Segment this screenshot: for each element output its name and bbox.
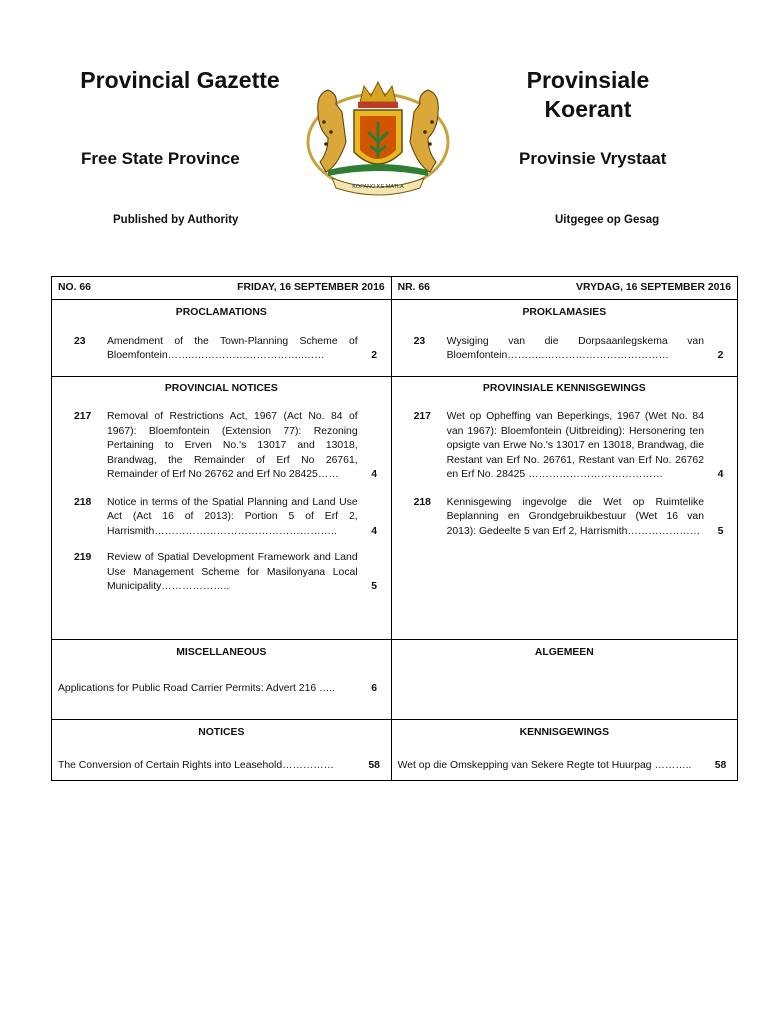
entry-page: 58 xyxy=(368,760,380,771)
toc-entry[interactable] xyxy=(52,759,391,774)
entry-title: Amendment of the Town-Planning Scheme of Bloemfontein……..…………………………..…… xyxy=(107,335,358,361)
toc-entry[interactable] xyxy=(52,551,391,595)
coat-of-arms-emblem xyxy=(298,72,458,200)
entry-number: 219 xyxy=(74,552,92,563)
svg-text:KOPANO KE MATLA: KOPANO KE MATLA xyxy=(352,184,404,190)
entry-number: 23 xyxy=(413,335,426,347)
section-heading: ALGEMEEN xyxy=(534,646,594,658)
entry-title: Kennisgewing ingevolge die Wet op Ruimtelike Beplanning en Grondgebruikbestuur (Wet 16 van 2013): Gedeelte 5 van Erf 2, Harrismith………………… xyxy=(446,496,704,537)
entry-number: 23 xyxy=(74,335,86,347)
entry-number: 217 xyxy=(413,411,431,422)
toc-entry[interactable] xyxy=(392,335,737,364)
authority-afrikaans: Uitgegee op Gesag xyxy=(555,214,660,226)
toc-entry[interactable] xyxy=(52,496,391,540)
entry-page: 5 xyxy=(717,525,724,537)
authority-english: Published by Authority xyxy=(113,214,239,226)
section-heading: PROVINCIAL NOTICES xyxy=(164,382,278,394)
toc-entry[interactable] xyxy=(392,496,737,540)
section-heading: PROKLAMASIES xyxy=(522,307,607,318)
entry-page: 6 xyxy=(371,683,378,694)
title-afrikaans: Provinsiale Koerant xyxy=(526,67,650,122)
issue-number-afrikaans: NR. 66 xyxy=(397,281,430,293)
entry-page: 2 xyxy=(371,350,378,361)
province-english: Free State Province xyxy=(81,149,240,168)
toc-entry[interactable] xyxy=(52,335,391,364)
section-heading: PROCLAMATIONS xyxy=(175,307,267,318)
entry-page: 4 xyxy=(371,469,378,480)
entry-title: Wysiging van die Dorpsaanlegskema van Bloemfontein………..……………………………… xyxy=(446,335,704,361)
section-heading: NOTICES xyxy=(198,726,245,738)
entry-number: 218 xyxy=(74,496,92,508)
province-afrikaans: Provinsie Vrystaat xyxy=(519,149,667,168)
entry-title: Wet op Opheffing van Beperkings, 1967 (Wet No. 84 van 1967): Bloemfontein (Uitbreiding): Hersonering ten opsigte van Erwe No.'s 13017 en 13018, Brandwag, die Restant van Erf No. 26761, Restant van Erf No. 26762 en Erf No. 28425 ………………………………… xyxy=(446,411,704,480)
title-english: Provincial Gazette xyxy=(80,67,280,93)
issue-date-afrikaans: VRYDAG, 16 SEPTEMBER 2016 xyxy=(576,281,731,293)
entry-page: 5 xyxy=(371,581,378,592)
entry-title: Wet op die Omskepping van Sekere Regte tot Huurpag ……….. xyxy=(397,760,692,771)
entry-title: Review of Spatial Development Framework and Land Use Management Scheme for Masilonyana Local Municipality……………….. xyxy=(107,552,358,592)
toc-entry[interactable] xyxy=(392,410,737,483)
section-heading: KENNISGEWINGS xyxy=(519,726,610,738)
toc-entry[interactable] xyxy=(392,759,737,774)
entry-page: 2 xyxy=(717,350,724,361)
entry-number: 217 xyxy=(74,411,92,422)
entry-number: 218 xyxy=(413,496,431,508)
entry-title: Notice in terms of the Spatial Planning and Land Use Act (Act 16 of 2013): Portion 5 of Erf 2, Harrismith…………………………………………….. xyxy=(107,496,358,537)
entry-page: 58 xyxy=(714,760,727,771)
entry-page: 4 xyxy=(717,469,724,480)
table-of-contents xyxy=(51,276,738,781)
entry-title: Removal of Restrictions Act, 1967 (Act No. 84 of 1967): Bloemfontein (Extension 77): Rezoning Pertaining to Erven No.'s 13017 and 13018, Brandwag, the Remainder of Erf No 26761, Remainder of Erf No 26762 and Erf No 28425…… xyxy=(107,411,358,480)
entry-title: The Conversion of Certain Rights into Leasehold…………… xyxy=(58,760,335,771)
issue-number-english: NO. 66 xyxy=(58,281,91,293)
entry-page: 4 xyxy=(371,525,378,537)
toc-entry[interactable] xyxy=(52,682,391,697)
section-heading: PROVINSIALE KENNISGEWINGS xyxy=(482,382,646,394)
entry-title: Applications for Public Road Carrier Permits: Advert 216 ….. xyxy=(58,683,336,694)
toc-entry[interactable] xyxy=(52,410,391,483)
issue-date-english: FRIDAY, 16 SEPTEMBER 2016 xyxy=(237,281,385,293)
section-heading: MISCELLANEOUS xyxy=(176,646,267,658)
